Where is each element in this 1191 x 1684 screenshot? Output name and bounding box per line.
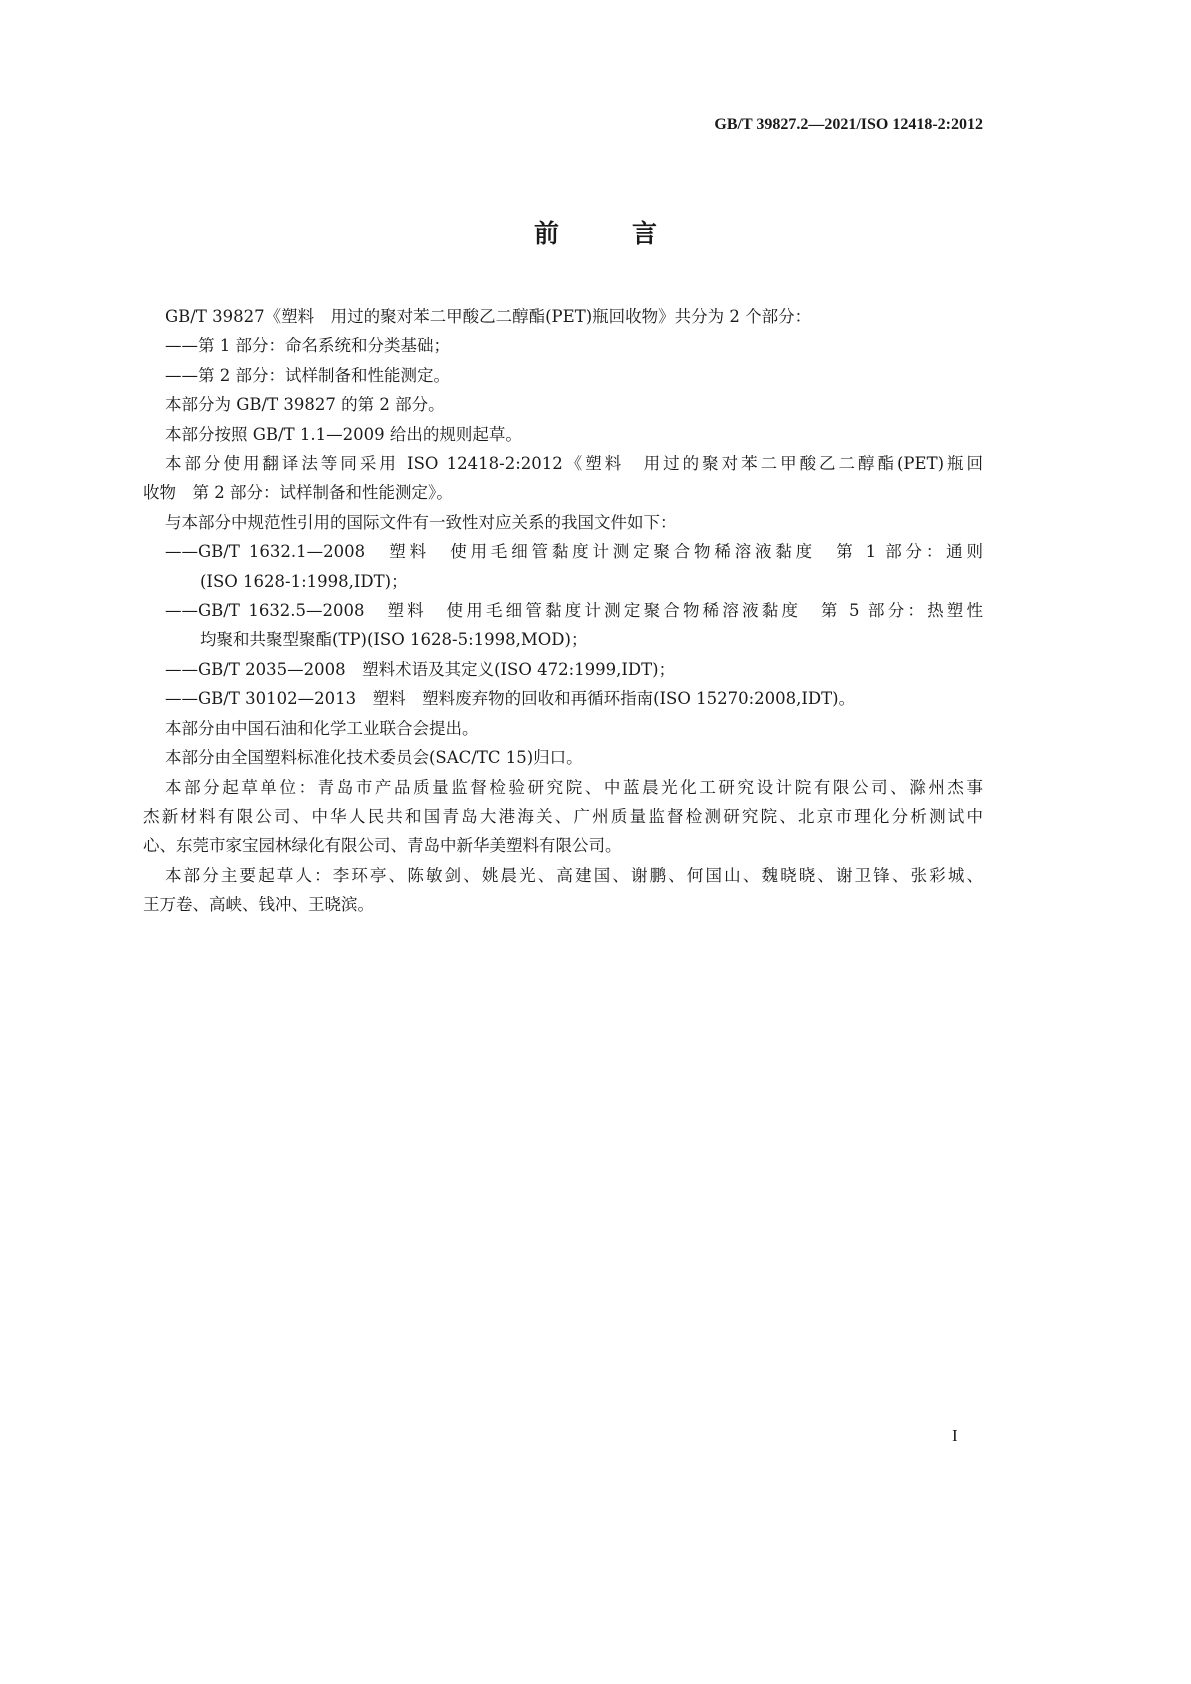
paragraph-line: 本部分使用翻译法等同采用 ISO 12418-2:2012《塑料 用过的聚对苯二甲酸乙二醇酯(PET)瓶回 bbox=[165, 454, 983, 474]
list-item-continuation: 均聚和共聚型聚酯(TP)(ISO 1628-5:1998,MOD)； bbox=[200, 630, 588, 650]
paragraph-line: 本部分为 GB/T 39827 的第 2 部分。 bbox=[165, 395, 445, 415]
standard-code-header: GB/T 39827.2—2021/ISO 12418-2:2012 bbox=[714, 116, 983, 133]
list-item: ——GB/T 2035—2008 塑料术语及其定义(ISO 472:1999,IDT)； bbox=[165, 659, 676, 679]
foreword-body bbox=[143, 302, 983, 920]
list-item: ——GB/T 1632.1—2008 塑料 使用毛细管黏度计测定聚合物稀溶液黏度 第 1 部分：通则 bbox=[165, 542, 983, 562]
paragraph-line: 本部分由全国塑料标准化技术委员会(SAC/TC 15)归口。 bbox=[165, 748, 583, 768]
paragraph-line: 本部分按照 GB/T 1.1—2009 给出的规则起草。 bbox=[165, 424, 522, 444]
page-number: I bbox=[952, 1426, 958, 1445]
list-item: ——第 2 部分：试样制备和性能测定。 bbox=[165, 365, 450, 385]
paragraph-line: 王万卷、高峡、钱冲、王晓滨。 bbox=[143, 895, 374, 915]
page-title: 前 言 bbox=[533, 219, 681, 248]
list-item: ——GB/T 30102—2013 塑料 塑料废弃物的回收和再循环指南(ISO 15270:2008,IDT)。 bbox=[165, 689, 856, 709]
list-item: ——GB/T 1632.5—2008 塑料 使用毛细管黏度计测定聚合物稀溶液黏度 第 5 部分：热塑性 bbox=[165, 601, 983, 621]
paragraph-line: 本部分起草单位：青岛市产品质量监督检验研究院、中蓝晨光化工研究设计院有限公司、滁州杰事 bbox=[165, 777, 983, 797]
paragraph-line: 杰新材料有限公司、中华人民共和国青岛大港海关、广州质量监督检测研究院、北京市理化分析测试中 bbox=[143, 806, 983, 826]
paragraph-line: 本部分由中国石油和化学工业联合会提出。 bbox=[165, 718, 479, 738]
paragraph-line: 收物 第 2 部分：试样制备和性能测定》。 bbox=[143, 483, 453, 503]
paragraph-line: GB/T 39827《塑料 用过的聚对苯二甲酸乙二醇酯(PET)瓶回收物》共分为 2 个部分： bbox=[165, 307, 812, 326]
paragraph-line: 本部分主要起草人：李环亭、陈敏剑、姚晨光、高建国、谢鹏、何国山、魏晓晓、谢卫锋、张彩城、 bbox=[165, 865, 983, 885]
list-item-continuation: (ISO 1628-1:1998,IDT)； bbox=[200, 571, 408, 591]
list-item: ——第 1 部分：命名系统和分类基础； bbox=[165, 336, 450, 356]
paragraph-line: 与本部分中规范性引用的国际文件有一致性对应关系的我国文件如下： bbox=[165, 512, 677, 532]
paragraph-line: 心、东莞市家宝园林绿化有限公司、青岛中新华美塑料有限公司。 bbox=[143, 836, 622, 856]
